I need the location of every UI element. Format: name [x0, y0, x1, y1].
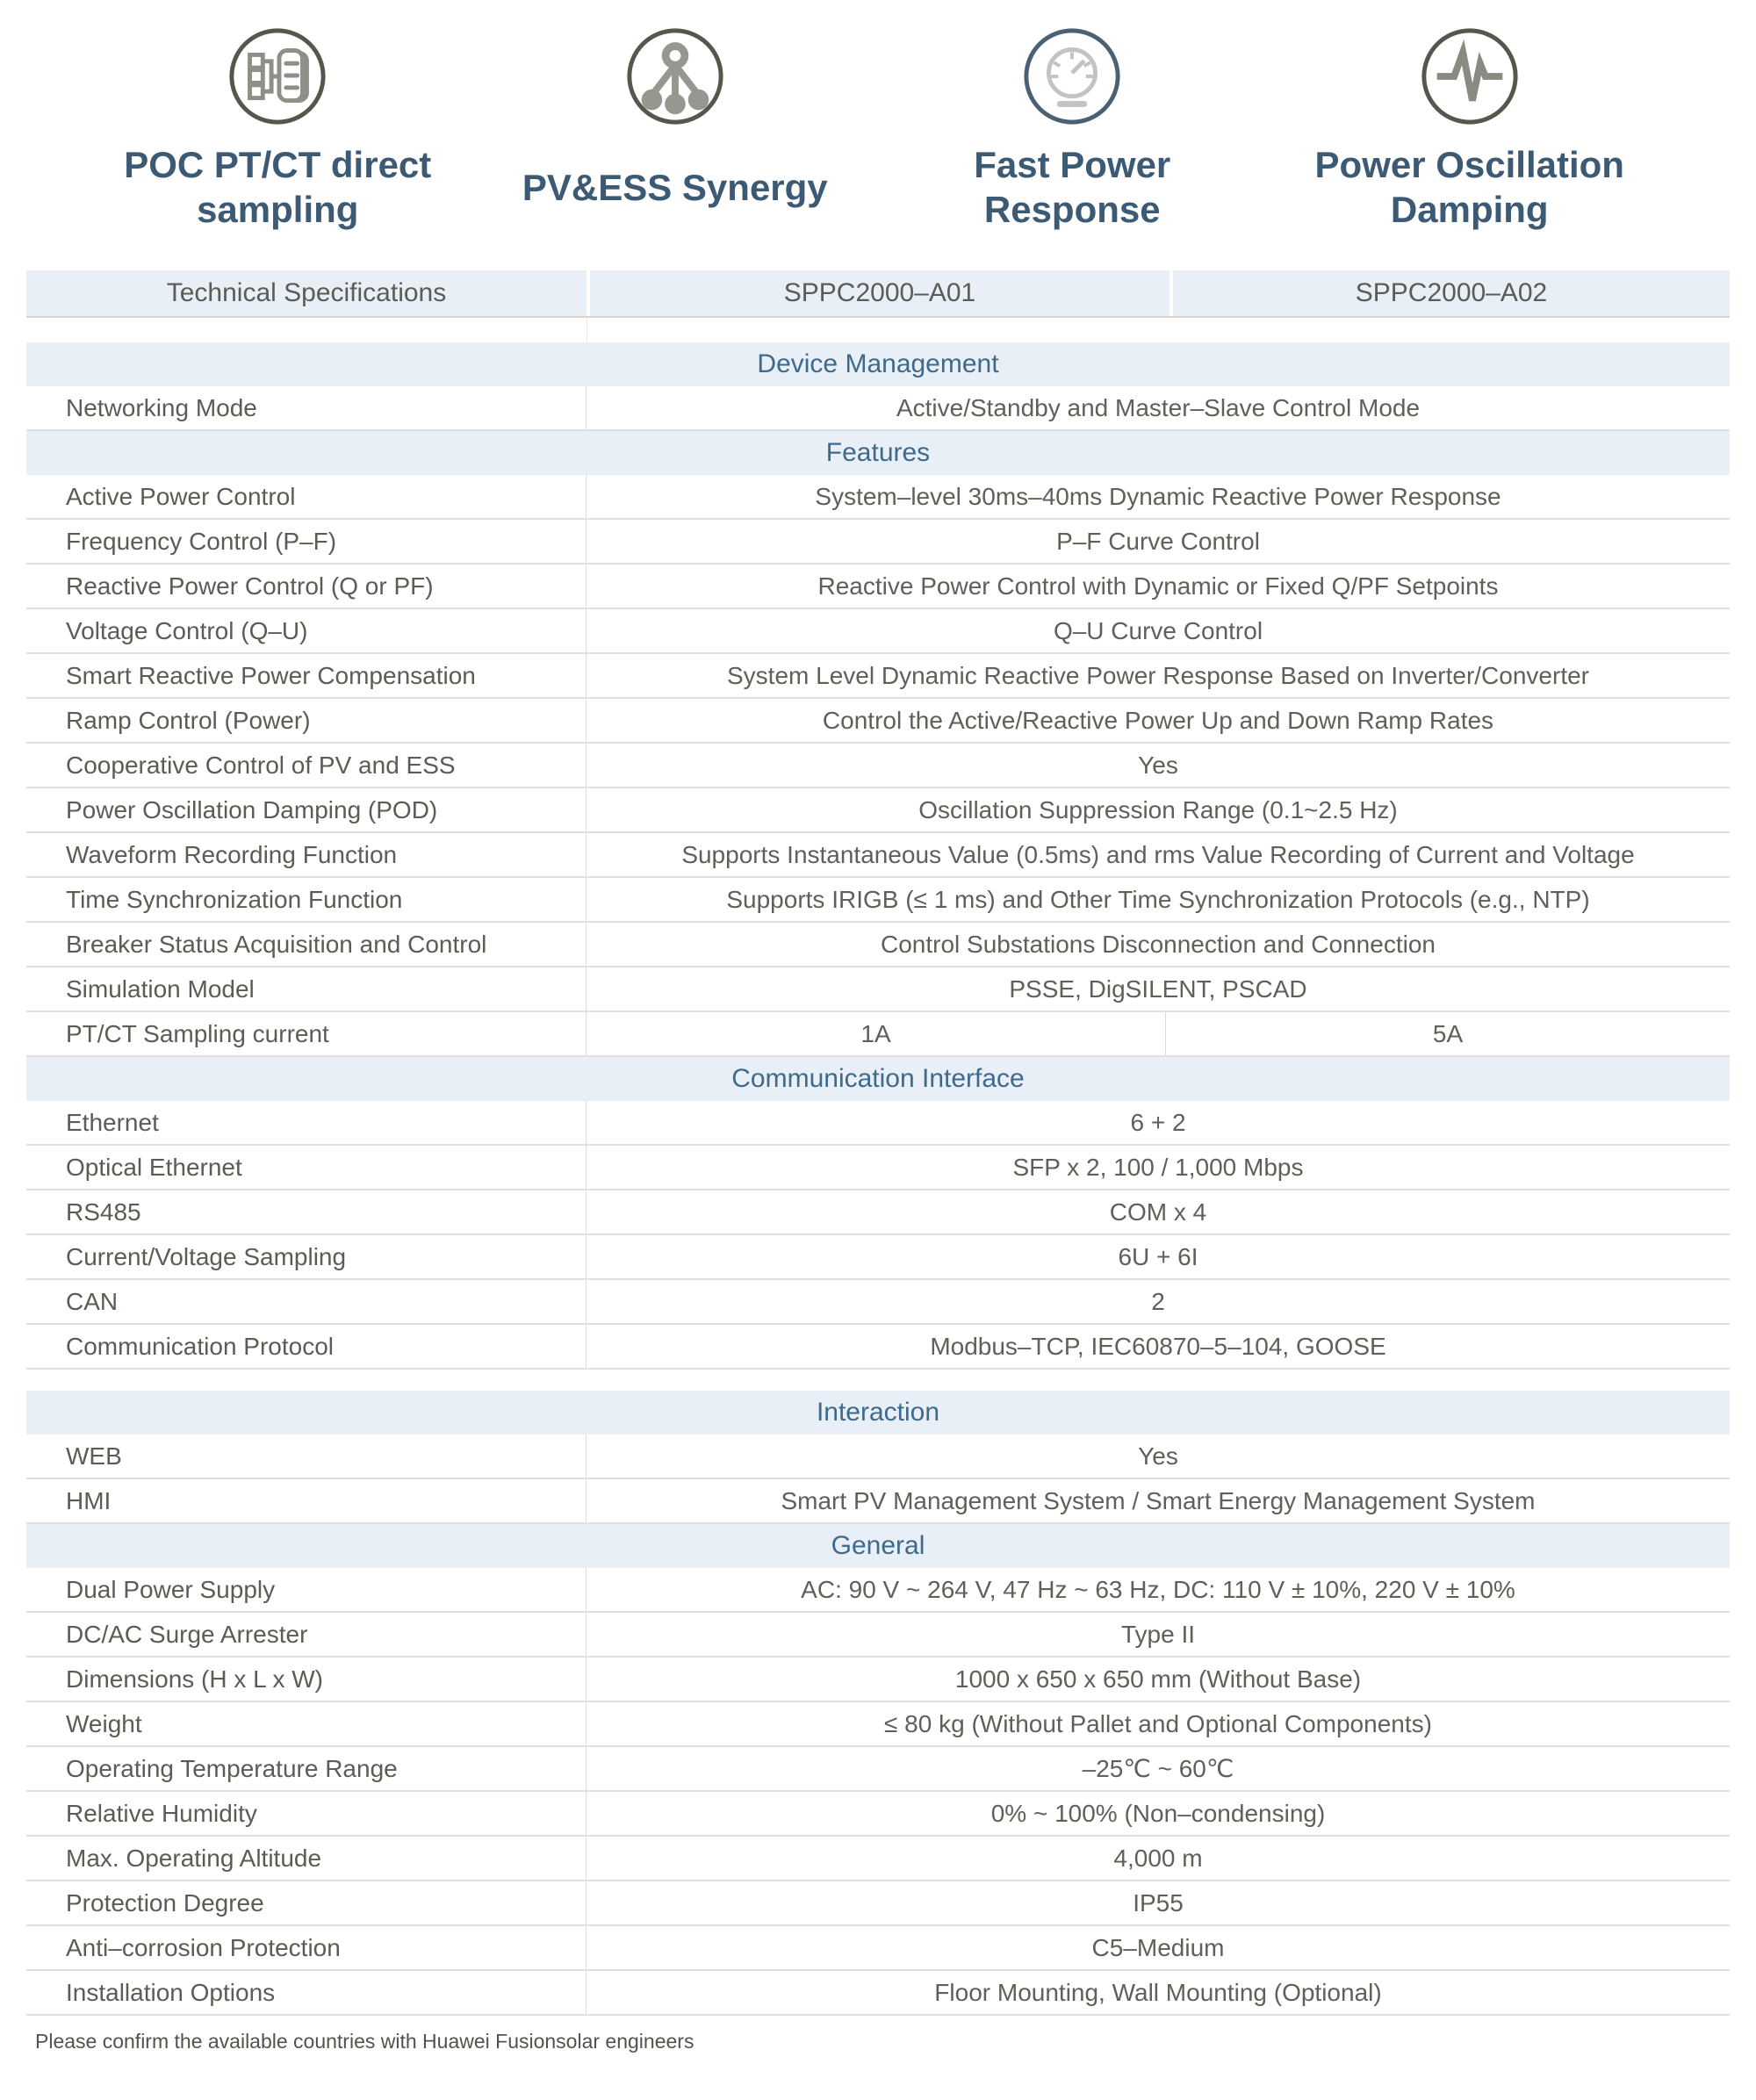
- spec-label: Ethernet: [26, 1101, 587, 1144]
- spec-row: [26, 878, 1730, 923]
- spec-value: 1000 x 650 x 650 mm (Without Base): [954, 1665, 1362, 1693]
- spec-row: [26, 744, 1730, 788]
- spec-value: COM x 4: [1109, 1197, 1207, 1226]
- spec-value: 4,000 m: [1113, 1844, 1203, 1872]
- spec-label: CAN: [26, 1280, 587, 1323]
- spec-label: Communication Protocol: [26, 1325, 587, 1368]
- spec-label: WEB: [26, 1435, 587, 1478]
- header-technical-specifications: Technical Specifications: [26, 270, 587, 316]
- spec-label: Anti–corrosion Protection: [26, 1926, 587, 1969]
- spec-value: Yes: [1138, 751, 1178, 779]
- feature-label: PV&ESS Synergy: [522, 167, 828, 208]
- spec-row: [26, 1190, 1730, 1235]
- spec-value: 0% ~ 100% (Non–condensing): [990, 1799, 1326, 1827]
- spec-row: [26, 475, 1730, 520]
- spec-label: Operating Temperature Range: [26, 1747, 587, 1790]
- spec-label: Current/Voltage Sampling: [26, 1235, 587, 1278]
- spec-row: [26, 1702, 1730, 1747]
- spec-label: Optical Ethernet: [26, 1146, 587, 1189]
- spec-row: [26, 1280, 1730, 1325]
- header-gap: [26, 318, 1730, 342]
- spec-row: [26, 1568, 1730, 1613]
- spec-value: Control the Active/Reactive Power Up and Down Ramp Rates: [822, 706, 1494, 734]
- feature-pv-ess-synergy: [477, 25, 874, 210]
- spec-label: Active Power Control: [26, 475, 587, 518]
- spec-value: Type II: [1120, 1620, 1196, 1648]
- spec-label: Max. Operating Altitude: [26, 1837, 587, 1880]
- spec-value: C5–Medium: [1091, 1933, 1225, 1961]
- spec-row: [26, 386, 1730, 431]
- spec-row: [26, 1658, 1730, 1702]
- section-header: [26, 431, 1730, 475]
- speedometer-icon: [1020, 25, 1124, 128]
- spec-row: [26, 1881, 1730, 1926]
- spec-row: [26, 1479, 1730, 1524]
- feature-fast-power-response: [874, 25, 1271, 232]
- spec-row: [26, 1747, 1730, 1792]
- section-title: Features: [825, 438, 931, 467]
- spec-value: Reactive Power Control with Dynamic or Fixed Q/PF Setpoints: [817, 572, 1499, 600]
- spec-row: [26, 1792, 1730, 1837]
- feature-poc-sampling: [79, 25, 477, 232]
- spec-value: 6 + 2: [1130, 1108, 1186, 1136]
- spec-label: Simulation Model: [26, 967, 587, 1010]
- pv-ess-synergy-icon: [623, 25, 727, 128]
- spec-row: [26, 1971, 1730, 2016]
- spec-label: PT/CT Sampling current: [26, 1012, 587, 1055]
- section-title: Interaction: [816, 1398, 940, 1427]
- spec-sections: [26, 342, 1730, 2016]
- spec-table: [26, 270, 1730, 2016]
- spec-value: SFP x 2, 100 / 1,000 Mbps: [1012, 1153, 1304, 1181]
- spec-row: [26, 565, 1730, 609]
- spec-row: [26, 1235, 1730, 1280]
- spec-value: 2: [1151, 1287, 1165, 1315]
- spec-row: [26, 699, 1730, 744]
- section-header: [26, 342, 1730, 386]
- spec-value: Smart PV Management System / Smart Energy Management System: [781, 1486, 1536, 1514]
- spec-row: [26, 833, 1730, 878]
- spec-value: Active/Standby and Master–Slave Control Mode: [896, 393, 1421, 421]
- spec-label: DC/AC Surge Arrester: [26, 1613, 587, 1656]
- section-title: Communication Interface: [731, 1064, 1025, 1093]
- spec-label: HMI: [26, 1479, 587, 1522]
- spec-row: [26, 1325, 1730, 1370]
- spec-value: Yes: [1138, 1442, 1178, 1470]
- section-title: Device Management: [757, 349, 999, 378]
- spec-value: ≤ 80 kg (Without Pallet and Optional Components): [884, 1709, 1432, 1737]
- spec-row: [26, 788, 1730, 833]
- spec-value: 6U + 6I: [1118, 1242, 1198, 1270]
- spec-value: Modbus–TCP, IEC60870–5–104, GOOSE: [930, 1332, 1386, 1360]
- spec-label: Time Synchronization Function: [26, 878, 587, 921]
- spec-label: Ramp Control (Power): [26, 699, 587, 742]
- feature-label: Power Oscillation Damping: [1314, 144, 1624, 231]
- spec-row: [26, 967, 1730, 1012]
- spec-value: Floor Mounting, Wall Mounting (Optional): [934, 1978, 1382, 2006]
- spec-value: Q–U Curve Control: [1053, 616, 1263, 644]
- spec-label: Power Oscillation Damping (POD): [26, 788, 587, 831]
- section-header: [26, 1391, 1730, 1435]
- feature-label: POC PT/CT direct sampling: [124, 144, 432, 231]
- spec-value: IP55: [1133, 1888, 1184, 1917]
- spec-label: Breaker Status Acquisition and Control: [26, 923, 587, 966]
- poc-sampling-icon: [226, 25, 329, 128]
- spec-label: Protection Degree: [26, 1881, 587, 1924]
- spec-value: Supports IRIGB (≤ 1 ms) and Other Time Synchronization Protocols (e.g., NTP): [726, 885, 1590, 913]
- spec-row: [26, 654, 1730, 699]
- oscillation-pulse-icon: [1418, 25, 1522, 128]
- header-model-a02: SPPC2000–A02: [1173, 270, 1730, 316]
- spec-value: PSSE, DigSILENT, PSCAD: [1009, 974, 1307, 1003]
- header-model-a01: SPPC2000–A01: [590, 270, 1169, 316]
- spec-label: Dimensions (H x L x W): [26, 1658, 587, 1701]
- spec-row: [26, 923, 1730, 967]
- spec-label: Installation Options: [26, 1971, 587, 2014]
- spec-row: [26, 609, 1730, 654]
- section-header: [26, 1524, 1730, 1568]
- feature-power-oscillation-damping: [1271, 25, 1669, 232]
- footnote: Please confirm the available countries with Huawei Fusionsolar engineers: [35, 2030, 694, 2053]
- spec-value: Supports Instantaneous Value (0.5ms) and rms Value Recording of Current and Voltage: [681, 840, 1635, 868]
- spec-label: Cooperative Control of PV and ESS: [26, 744, 587, 787]
- spec-row: [26, 1926, 1730, 1971]
- spec-row: [26, 1613, 1730, 1658]
- spec-label: Relative Humidity: [26, 1792, 587, 1835]
- spec-label: RS485: [26, 1190, 587, 1233]
- spec-row: [26, 1435, 1730, 1479]
- spec-label: Voltage Control (Q–U): [26, 609, 587, 652]
- spec-label: Networking Mode: [26, 386, 587, 429]
- spec-value: Oscillation Suppression Range (0.1~2.5 Hz): [918, 795, 1398, 823]
- feature-label: Fast Power Response: [974, 144, 1171, 231]
- section-title: General: [831, 1531, 925, 1560]
- feature-highlights: [0, 0, 1756, 263]
- spec-label: Smart Reactive Power Compensation: [26, 654, 587, 697]
- spec-row: [26, 1012, 1730, 1057]
- spec-value: P–F Curve Control: [1056, 527, 1260, 555]
- spec-value-a01: 1A: [587, 1012, 1166, 1055]
- spec-value: Control Substations Disconnection and Connection: [881, 930, 1436, 958]
- spec-row: [26, 1837, 1730, 1881]
- spec-label: Dual Power Supply: [26, 1568, 587, 1611]
- spec-label: Weight: [26, 1702, 587, 1745]
- spec-row: [26, 1101, 1730, 1146]
- spec-value: System–level 30ms–40ms Dynamic Reactive Power Response: [815, 482, 1501, 510]
- spec-value: –25℃ ~ 60℃: [1082, 1755, 1234, 1782]
- spec-label: Waveform Recording Function: [26, 833, 587, 876]
- section-header: [26, 1057, 1730, 1101]
- spec-value: AC: 90 V ~ 264 V, 47 Hz ~ 63 Hz, DC: 110 V ± 10%, 220 V ± 10%: [801, 1575, 1515, 1603]
- spec-label: Reactive Power Control (Q or PF): [26, 565, 587, 608]
- model-header-row: [26, 270, 1730, 318]
- spec-value: System Level Dynamic Reactive Power Response Based on Inverter/Converter: [727, 661, 1589, 689]
- spec-row: [26, 1146, 1730, 1190]
- spec-row: [26, 520, 1730, 565]
- spec-value-a02: 5A: [1432, 1019, 1464, 1047]
- spec-label: Frequency Control (P–F): [26, 520, 587, 563]
